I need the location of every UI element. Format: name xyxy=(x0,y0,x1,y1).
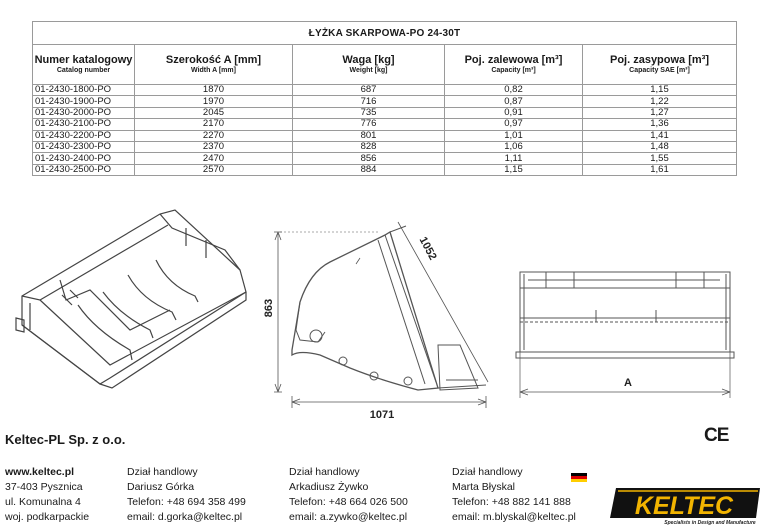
contact-name: Marta Błyskal xyxy=(452,481,516,493)
header-catalog: Numer katalogowy Catalog number xyxy=(33,45,135,85)
logo-tagline: Specialists in Design and Manufacture xyxy=(664,520,756,526)
table-cell: 2470 xyxy=(135,153,293,164)
table-cell: 01-2430-2300-PO xyxy=(33,141,135,152)
table-cell: 1,01 xyxy=(445,130,583,141)
table-cell: 687 xyxy=(293,85,445,96)
contact-phone: Telefon: +48 664 026 500 xyxy=(289,496,408,508)
contact-phone: Telefon: +48 694 358 499 xyxy=(127,496,246,508)
contact-gorka xyxy=(127,465,246,525)
table-cell: 1,15 xyxy=(583,85,737,96)
company-name: Keltec-PL Sp. z o.o. xyxy=(5,432,126,447)
table-cell: 0,82 xyxy=(445,85,583,96)
bucket-isometric-drawing xyxy=(16,210,246,388)
table-cell: 0,97 xyxy=(445,119,583,130)
table-cell: 01-2430-2400-PO xyxy=(33,153,135,164)
contact-email[interactable]: email: m.blyskal@keltec.pl xyxy=(452,511,576,523)
address-block xyxy=(5,465,89,525)
table-cell: 01-2430-2500-PO xyxy=(33,164,135,175)
table-cell: 2370 xyxy=(135,141,293,152)
table-cell: 01-2430-2200-PO xyxy=(33,130,135,141)
table-cell: 1870 xyxy=(135,85,293,96)
contact-zywko xyxy=(289,465,408,525)
table-cell: 0,91 xyxy=(445,107,583,118)
table-cell: 0,87 xyxy=(445,96,583,107)
table-cell: 2045 xyxy=(135,107,293,118)
bucket-side-view xyxy=(274,222,488,408)
ce-mark: CE xyxy=(704,425,729,446)
dim-width-label: A xyxy=(624,377,632,389)
header-capacity-sae: Poj. zasypowa [m³] Capacity SAE [m³] xyxy=(583,45,737,85)
contact-phone: Telefon: +48 882 141 888 xyxy=(452,496,571,508)
table-title: ŁYŻKA SKARPOWA-PO 24-30T xyxy=(33,22,737,45)
table-cell: 01-2430-2000-PO xyxy=(33,107,135,118)
contact-name: Dariusz Górka xyxy=(127,481,195,493)
table-cell: 1,15 xyxy=(445,164,583,175)
table-cell: 716 xyxy=(293,96,445,107)
header-weight: Waga [kg] Weight [kg] xyxy=(293,45,445,85)
table-cell: 01-2430-2100-PO xyxy=(33,119,135,130)
dim-diagonal-label: 1052 xyxy=(416,234,439,263)
table-cell: 2170 xyxy=(135,119,293,130)
table-cell: 801 xyxy=(293,130,445,141)
table-cell: 856 xyxy=(293,153,445,164)
address-line: woj. podkarpackie xyxy=(5,511,90,523)
contact-dept: Dział handlowy xyxy=(289,466,360,478)
table-cell: 776 xyxy=(293,119,445,130)
header-capacity: Poj. zalewowa [m³] Capacity [m³] xyxy=(445,45,583,85)
contact-blyskal xyxy=(452,465,576,525)
contact-email[interactable]: email: d.gorka@keltec.pl xyxy=(127,511,243,523)
table-cell: 1,06 xyxy=(445,141,583,152)
address-line: ul. Komunalna 4 xyxy=(5,496,81,508)
dim-height-label: 863 xyxy=(263,298,275,318)
contact-email[interactable]: email: a.zywko@keltec.pl xyxy=(289,511,408,523)
logo-text: KELTEC xyxy=(634,492,734,520)
contact-name: Arkadiusz Żywko xyxy=(289,481,369,493)
table-cell: 1970 xyxy=(135,96,293,107)
table-cell: 1,11 xyxy=(445,153,583,164)
table-cell: 1,27 xyxy=(583,107,737,118)
table-cell: 2270 xyxy=(135,130,293,141)
contact-dept: Dział handlowy xyxy=(127,466,198,478)
table-cell: 884 xyxy=(293,164,445,175)
keltec-logo xyxy=(610,484,762,526)
table-cell: 1,55 xyxy=(583,153,737,164)
table-cell: 1,41 xyxy=(583,130,737,141)
table-cell: 1,22 xyxy=(583,96,737,107)
table-cell: 1,36 xyxy=(583,119,737,130)
table-cell: 01-2430-1800-PO xyxy=(33,85,135,96)
contact-dept: Dział handlowy xyxy=(452,466,523,478)
german-flag-icon xyxy=(571,473,587,482)
table-cell: 828 xyxy=(293,141,445,152)
address-line: 37-403 Pysznica xyxy=(5,481,83,493)
website-link[interactable]: www.keltec.pl xyxy=(5,466,75,478)
table-cell: 735 xyxy=(293,107,445,118)
header-width: Szerokość A [mm] Width A [mm] xyxy=(135,45,293,85)
table-cell: 01-2430-1900-PO xyxy=(33,96,135,107)
table-cell: 2570 xyxy=(135,164,293,175)
table-cell: 1,48 xyxy=(583,141,737,152)
dim-length-label: 1071 xyxy=(369,409,395,421)
table-cell: 1,61 xyxy=(583,164,737,175)
